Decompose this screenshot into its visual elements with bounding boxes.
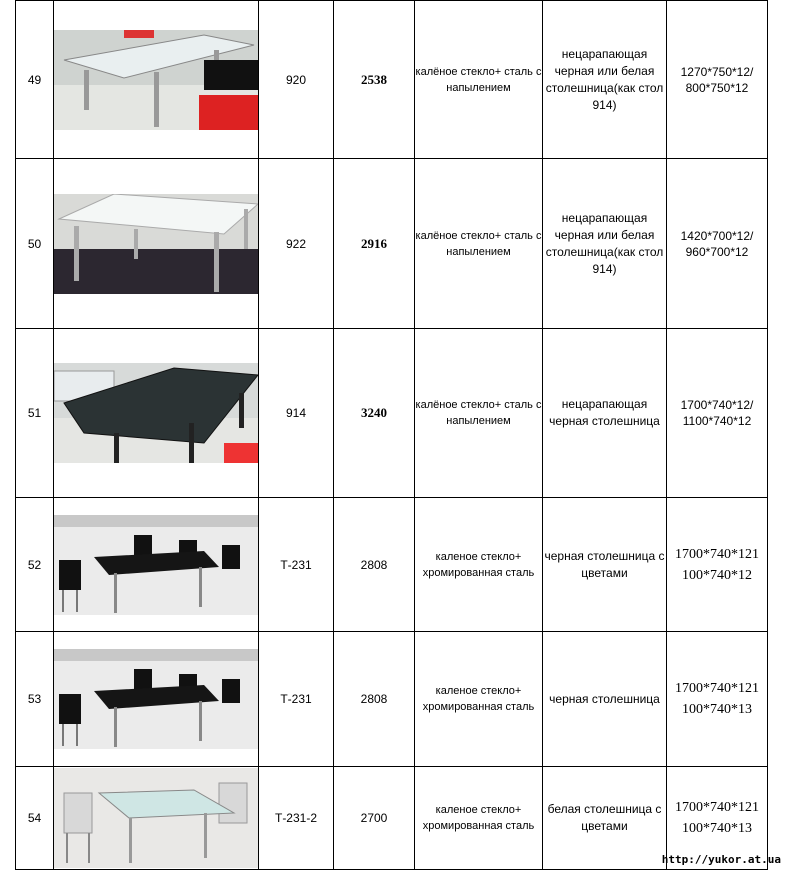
price-table [15, 0, 768, 870]
tabletop-description: черная столешница с цветами [543, 498, 667, 632]
table-row [16, 767, 768, 870]
price: 2538 [334, 1, 415, 159]
material: каленое стекло+ хромированная сталь [415, 767, 543, 870]
table-row [16, 329, 768, 498]
model-code: 920 [259, 1, 334, 159]
white-table-flower-chairs-image [54, 768, 258, 868]
price: 2700 [334, 767, 415, 870]
row-number: 54 [16, 767, 54, 870]
tabletop-description: нецарапающая черная столешница [543, 329, 667, 498]
product-photo [54, 1, 259, 159]
white-glass-table-image [54, 30, 258, 130]
product-photo [54, 767, 259, 870]
table-row [16, 632, 768, 767]
row-number: 49 [16, 1, 54, 159]
dimensions: 1270*750*12/ 800*750*12 [667, 1, 768, 159]
black-glass-table-image [54, 363, 258, 463]
watermark: http://yukor.at.ua [661, 853, 781, 866]
dimensions: 1420*700*12/ 960*700*12 [667, 159, 768, 329]
table-row [16, 159, 768, 329]
model-code: 914 [259, 329, 334, 498]
model-code: Т-231-2 [259, 767, 334, 870]
material: калёное стекло+ сталь с напылением [415, 1, 543, 159]
product-photo [54, 329, 259, 498]
dimensions: 1700*740*121 100*740*13 [667, 767, 768, 870]
row-number: 50 [16, 159, 54, 329]
tabletop-description: белая столешница с цветами [543, 767, 667, 870]
tabletop-description: черная столешница [543, 632, 667, 767]
white-glass-table-2-image [54, 194, 258, 294]
model-code: 922 [259, 159, 334, 329]
dimensions: 1700*740*12/ 1100*740*12 [667, 329, 768, 498]
row-number: 52 [16, 498, 54, 632]
tabletop-description: нецарапающая черная или белая столешница(как стол 914) [543, 159, 667, 329]
price: 3240 [334, 329, 415, 498]
product-photo [54, 632, 259, 767]
row-number: 51 [16, 329, 54, 498]
table-row [16, 498, 768, 632]
material: калёное стекло+ сталь с напылением [415, 159, 543, 329]
product-photo [54, 498, 259, 632]
product-photo [54, 159, 259, 329]
black-table-chairs-image [54, 515, 258, 615]
dimensions: 1700*740*121 100*740*12 [667, 498, 768, 632]
table-row [16, 1, 768, 159]
price: 2916 [334, 159, 415, 329]
tabletop-description: нецарапающая черная или белая столешница(как стол 914) [543, 1, 667, 159]
model-code: Т-231 [259, 498, 334, 632]
black-table-chairs-2-image [54, 649, 258, 749]
row-number: 53 [16, 632, 54, 767]
material: калёное стекло+ сталь с напылением [415, 329, 543, 498]
price: 2808 [334, 632, 415, 767]
dimensions: 1700*740*121 100*740*13 [667, 632, 768, 767]
model-code: Т-231 [259, 632, 334, 767]
material: каленое стекло+ хромированная сталь [415, 632, 543, 767]
price: 2808 [334, 498, 415, 632]
material: каленое стекло+ хромированная сталь [415, 498, 543, 632]
